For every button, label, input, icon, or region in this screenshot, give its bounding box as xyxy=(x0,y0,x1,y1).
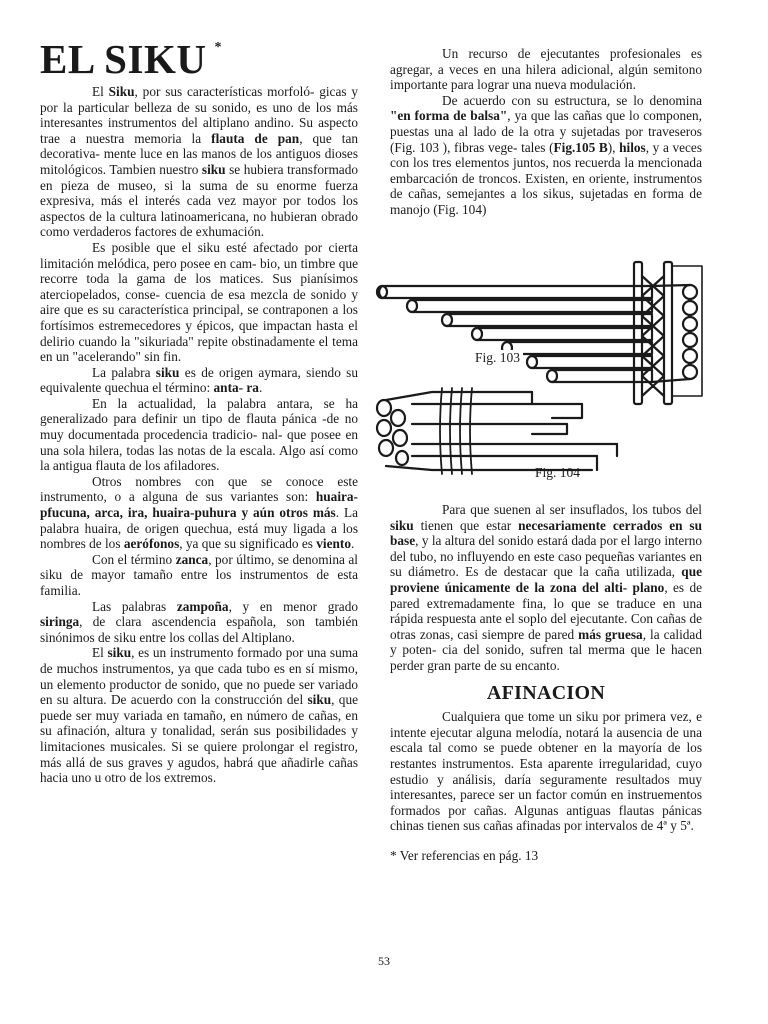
bold-term: siku xyxy=(155,364,180,380)
fig-104-caption: Fig. 104 xyxy=(535,465,581,480)
title-footnote-mark: * xyxy=(214,40,222,55)
paragraph: Para que suenen al ser insuflados, los tubos del siku tienen que estar necesariamente cerrados en su base, y la altura del sonido estará dada por el largo interno del tubo, no influyendo en este caso pequeñas variantes en su diámetro. Es de destacar que la caña utilizada, que proviene únicamente de la zona del alti- plano, es de pared extremadamente fina, lo que se traduce en una rápida respuesta ante el soplo del ejecutante. Con cañas de otras zonas, casi siempre de pared más gruesa, la calidad y poten- cia del sonido, sufren tal merma que le hacen perder gran parte de su encanto. xyxy=(390,502,702,673)
siku-illustration xyxy=(372,256,706,486)
paragraph: Otros nombres con que se conoce este instrumento, o a alguna de sus variantes son: huaira-pfucuna, arca, ira, huaira-puhura y aún otros más. La palabra huaira, de origen quechua, está muy ligada a los nombres de los aerófonos, ya que su significado es viento. xyxy=(40,473,358,552)
bold-term: aerófonos xyxy=(123,536,180,552)
bold-term: zampoña xyxy=(176,598,229,614)
bold-term: siku xyxy=(201,161,226,177)
left-column xyxy=(40,38,358,786)
paragraph: El Siku, por sus características morfoló- gicas y por la particular belleza de su sonido, es uno de los más interesantes instrumentos del altiplano andino. Su aspecto trae a nuestra memoria la flauta de pan, que tan decorativa- mente luce en las manos de los antiguos dioses mitológicos. Tambien nuestro siku se hubiera transformado en pieza de museo, si la suma de su enorme fuerza expresiva, más el interés cada vez mayor por todos los aspectos de la cultura latinoamericana, no hubieran obrado como verdaderos factores de exhumación. xyxy=(40,84,358,240)
paragraph: El siku, es un instrumento formado por una suma de muchos instrumentos, ya que cada tubo es en sí mismo, un elemento productor de sonido, que no puede ser variado en su altura. De acuerdo con la construcción del siku, que puede ser muy variada en tamaño, en número de cañas, en su afinación, altura y tonalidad, serán sus posibilidades y limitaciones musicales. Si se quiere prolongar el registro, más allá de sus graves y agudos, habrá que añadirle cañas hacia uno u otro de los extremos. xyxy=(40,645,358,786)
bold-term: viento xyxy=(316,536,351,552)
footnote: * Ver referencias en pág. 13 xyxy=(390,847,539,863)
page-number: 53 xyxy=(378,954,390,968)
paragraph: La palabra siku es de origen aymara, siendo su equivalente quechua el término: anta- ra. xyxy=(40,364,358,396)
title-block xyxy=(40,38,358,80)
fig-103-siku-raft xyxy=(377,262,702,404)
bold-term: necesariamente cerrados en su base xyxy=(390,517,702,549)
bold-term: siku xyxy=(107,645,132,661)
bold-term: "en forma de balsa" xyxy=(390,108,508,124)
bold-term: más gruesa xyxy=(578,626,643,642)
bold-term: hilos xyxy=(619,139,646,155)
bold-term: que proviene únicamente de la zona del alti- plano xyxy=(390,564,702,595)
paragraph: Cualquiera que tome un siku por primera vez, e intente ejecutar alguna melodía, notará la ausencia de una escala tal como se puede obtener en la mayoría de los restantes instrumentos. Esta aparente irregularidad, cuyo estudio y análisis, daría seguramente resultados muy interesantes, parece ser un factor común en instruementos formados por cañas. Algunas antiguas flautas pánicas chinas tienen sus cañas afinadas por intervalos de 4ª y 5ª. xyxy=(390,709,702,834)
bold-term: flauta de pan xyxy=(211,130,300,146)
bold-term: Siku xyxy=(108,84,135,99)
bold-term: zanca xyxy=(175,551,209,567)
siku-drawing xyxy=(372,256,706,486)
paragraph: En la actualidad, la palabra antara, se ha generalizado para definir un tipo de flauta pánica -de no muy documentada procedencia tradicio- nal- que posee en una sola hilera, todas las notas de la escala. Algo así como la antigua flauta de los afiladores. xyxy=(40,395,358,474)
bold-term: huaira-pfucuna, arca, ira, huaira-puhura y aún otros más xyxy=(40,489,358,521)
bold-term: anta- ra xyxy=(213,380,259,396)
bold-term: siku xyxy=(307,692,332,708)
fig-104-siku-bundle xyxy=(377,388,617,474)
paragraph: Con el término zanca, por último, se denomina al siku de mayor tamaño entre los instrumentos de esta familia. xyxy=(40,551,358,598)
paragraph: Es posible que el siku esté afectado por cierta limitación melódica, pero posee en cam- bio, un timbre que recorre toda la gama de los matices. Sus pianísimos aterciopelados, conse- cuencia de esa mezcla de sonido y aire que es su característica principal, se contraponen a los fortísimos estremecedores y épicos, que impactan hasta el delirio cuando la "sikuriada" repite obstinadamente el tema en un "acelerando" sin fin. xyxy=(40,239,358,365)
fig-103-caption: Fig. 103 xyxy=(472,350,523,366)
bold-term: siringa xyxy=(40,614,80,630)
paragraph: Las palabras zampoña, y en menor grado siringa, de clara ascendencia española, son también sinónimos de siku entre los collas del Altiplano. xyxy=(40,598,358,645)
right-column-top xyxy=(390,46,702,218)
bold-term: siku xyxy=(390,517,414,533)
paragraph: De acuerdo con su estructura, se lo denomina "en forma de balsa", ya que las cañas que lo componen, puestas una al lado de la otra y sujetadas por traveseros (Fig. 103 ), fibras vege- tales (Fig.105 B), hilos, y a veces con los tres elementos juntos, nos recuerda la mencionada embarcación de troncos. Existen, en oriente, instrumentos de cañas, semejantes a los sikus, sujetadas en forma de manojo (Fig. 104) xyxy=(390,92,702,217)
bold-term: Fig.105 B xyxy=(553,139,608,155)
right-column-bottom xyxy=(390,502,702,863)
section-heading: AFINACION xyxy=(486,681,606,704)
page-title: EL SIKU xyxy=(40,36,207,82)
paragraph: Un recurso de ejecutantes profesionales es agregar, a veces en una hilera adicional, algún semitono importante para lograr una nueva modulación. xyxy=(390,46,702,93)
